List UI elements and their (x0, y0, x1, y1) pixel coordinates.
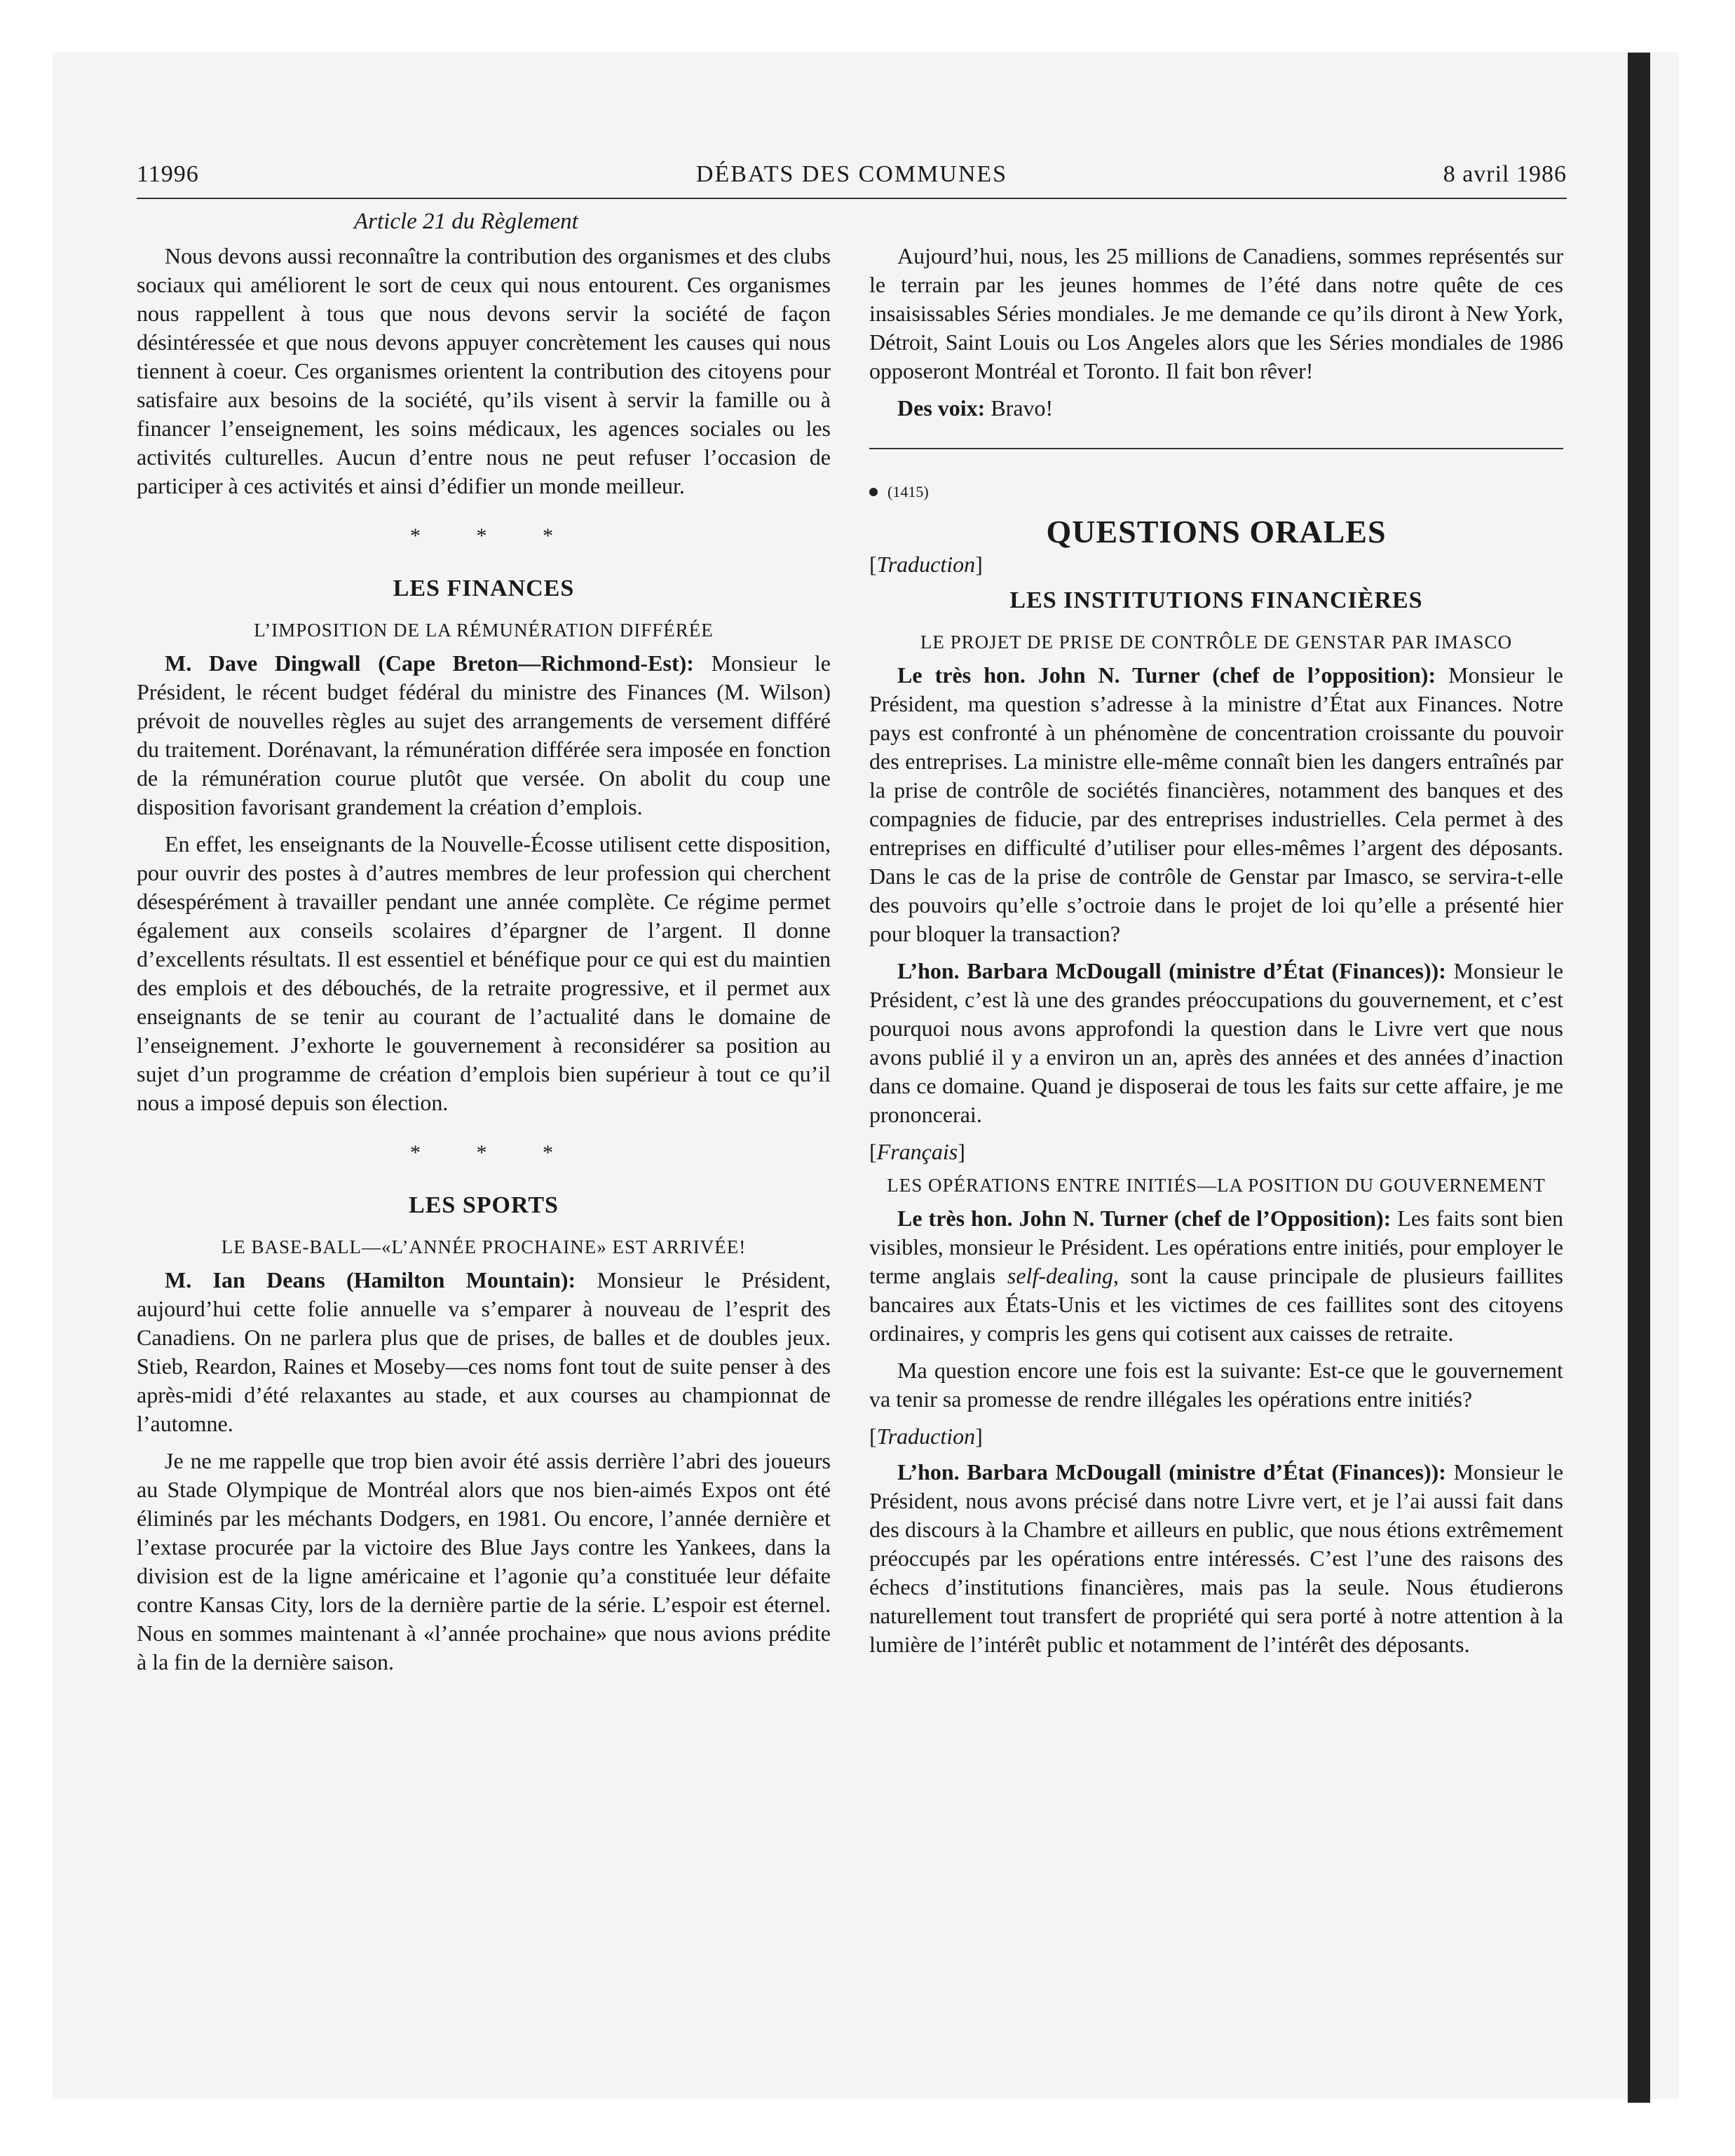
speaker-name: M. Ian Deans (Hamilton Mountain): (165, 1267, 576, 1292)
page-number: 11996 (137, 161, 199, 187)
section-separator: * * * (410, 524, 578, 547)
speech-paragraph (869, 1458, 1563, 1659)
speech-text: Monsieur le Président, aujourd’hui cette folie annuelle va s’emparer à nouveau de l’esprit des Canadiens. On ne parlera plus que de prises, de balles et de doubles jeux. Stieb, Reardon, Raines et Moseby—ces noms font tout de suite penser à des après-midi d’été relaxantes au stade, et aux courses au championnat de l’automne. (137, 1267, 831, 1436)
language-tag: [Français] (869, 1139, 965, 1164)
time-marker (869, 477, 1563, 506)
publication-title: DÉBATS DES COMMUNES (695, 161, 1008, 187)
speaker-name: M. Dave Dingwall (Cape Breton—Richmond-Est): (165, 650, 694, 676)
speech-paragraph (137, 649, 831, 821)
subsection-heading: L’IMPOSITION DE LA RÉMUNÉRATION DIFFÉRÉE (254, 620, 714, 641)
speech-text: Monsieur le Président, c’est là une des grandes préoccupations du gouvernement, et c’est pourquoi nous avons approfondi la question dans le Livre vert que nous avons publié il y a environ un an, après des années et des années d’inaction dans ce domaine. Quand je disposerai de tous les faits sur cette affaire, je me prononcerai. (869, 958, 1564, 1127)
bullet-icon (869, 488, 878, 496)
speech-text: Monsieur le Président, le récent budget fédéral du ministre des Finances (M. Wilson) prévoit de nouvelles règles au sujet des arrangements de versement différé du traitement. Dorénavant, la rémunération différée sera imposée en fonction de la rémunération courue plutôt que versée. On abolit du coup une disposition favorisant grandement la création d’emplois. (137, 650, 831, 819)
section-heading: LES INSTITUTIONS FINANCIÈRES (1009, 587, 1423, 613)
speech-text: Monsieur le Président, ma question s’adresse à la ministre d’État aux Finances. Notre pays est confronté à un phénomène de concentration croissante du pouvoir des entreprises. La ministre elle-même connaît bien les dangers entraînés par la prise de contrôle de sociétés financières, notamment des banques et des compagnies de fiducie, par des entreprises industrielles. Cela permet à des entreprises en difficulté d’utiliser pour elles-mêmes l’argent des déposants. Dans le cas de la prise de contrôle de Genstar par Imasco, se servira-t-elle des pouvoirs qu’elle s’octroie dans le projet de loi qu’elle a présenté hier pour bloquer la transaction? (869, 662, 1563, 946)
hansard-page (137, 161, 1567, 1674)
speaker-name: L’hon. Barbara McDougall (ministre d’État (Finances)): (897, 958, 1446, 983)
speaker-name: Des voix: (897, 395, 986, 421)
running-head (137, 161, 1567, 199)
time-stamp: (1415) (887, 483, 929, 500)
page-date: 8 avril 1986 (1443, 161, 1567, 187)
speech-paragraph (869, 661, 1563, 948)
subsection-heading: LE PROJET DE PRISE DE CONTRÔLE DE GENSTAR PAR IMASCO (920, 632, 1513, 653)
section-heading: LES SPORTS (409, 1192, 559, 1218)
section-heading: LES FINANCES (393, 575, 575, 601)
scan-edge-shadow (1628, 53, 1650, 2103)
speech-paragraph (869, 394, 1563, 423)
speech-paragraph: Le très hon. John N. Turner (chef de l’Opposition): Les faits sont bien visibles, monsieur le Président. Les opérations entre initiés, pour employer le terme anglais self-dealing, sont la cause principale de plusieurs faillites bancaires aux États-Unis et les victimes de ces faillites sont des citoyens ordinaires, y compris les gens qui cotisent aux caisses de retraite. (869, 1206, 1564, 1346)
speaker-name: Le très hon. John N. Turner (chef de l’opposition): (897, 662, 1436, 688)
speaker-name: Le très hon. John N. Turner (chef de l’Opposition): (897, 1206, 1392, 1231)
english-term: self-dealing (1007, 1263, 1113, 1288)
section-separator: * * * (410, 1141, 578, 1164)
subsection-heading: LE BASE-BALL—«L’ANNÉE PROCHAINE» EST ARRIVÉE! (221, 1236, 747, 1257)
speaker-name: L’hon. Barbara McDougall (ministre d’État (Finances)): (897, 1459, 1446, 1485)
speech-paragraph (869, 957, 1563, 1129)
paragraph: En effet, les enseignants de la Nouvelle-Écosse utilisent cette disposition, pour ouvrir des postes à d’autres membres de leur profession qui cherchent désespérément à travailler pendant une année complète. Ce régime permet également aux conseils scolaires d’épargner de l’argent. Il donne d’excellents résultats. Il est essentiel et bénéfique pour ce qui est du maintien des emplois et des débouchés, de la retraite progressive, et il permet aux enseignants de se tenir au courant de l’actualité dans le domaine de l’enseignement. J’exhorte le gouvernement à reconsidérer sa position au sujet d’un programme de création d’emplois bien supérieur à tout ce qu’il nous a imposé depuis son élection. (137, 831, 831, 1115)
horizontal-rule (869, 448, 1563, 449)
speech-paragraph (137, 1266, 831, 1438)
paragraph: Nous devons aussi reconnaître la contribution des organismes et des clubs sociaux qui améliorent le sort de ceux qui nous entourent. Ces organismes nous rappellent à tous que nous devons servir la société de façon désintéressée et que nous devons appuyer concrètement les causes qui nous tiennent à coeur. Ces organismes orientent la contribution des citoyens pour satisfaire aux besoins de la société, qu’ils visent à servir la famille ou à financer l’enseignement, les soins médicaux, les agences sociales ou les activités culturelles. Aucun d’entre nous ne peut refuser l’occasion de participer à ces activités et ainsi d’édifier un monde meilleur. (137, 243, 831, 498)
subsection-heading: LES OPÉRATIONS ENTRE INITIÉS—LA POSITION DU GOUVERNEMENT (887, 1175, 1546, 1196)
left-column (137, 242, 831, 1685)
paragraph: Ma question encore une fois est la suivante: Est-ce que le gouvernement va tenir sa promesse de rendre illégales les opérations entre initiés? (869, 1358, 1563, 1412)
right-column (869, 242, 1563, 1667)
paragraph: Aujourd’hui, nous, les 25 millions de Canadiens, sommes représentés sur le terrain par les jeunes hommes de l’été dans notre quête de ces insaisissables Séries mondiales. Je me demande ce qu’ils diront à New York, Détroit, Saint Louis ou Los Angeles alors que les Séries mondiales de 1986 opposeront Montréal et Toronto. Il fait bon rêver! (869, 243, 1563, 383)
speech-text: Monsieur le Président, nous avons précisé dans notre Livre vert, et je l’ai aussi fait dans des discours à la Chambre et ailleurs en public, que nous étions extrêmement préoccupés par les opérations entre intéressés. C’est l’une des raisons des échecs d’institutions financières, mais pas la seule. Nous étudierons naturellement tout transfert de propriété qui sera porté à notre attention à la lumière de l’intérêt public et notamment de l’intérêt des déposants. (869, 1459, 1564, 1657)
paragraph: Je ne me rappelle que trop bien avoir été assis derrière l’abri des joueurs au Stade Olympique de Montréal alors que nos bien-aimés Expos ont été éliminés par les méchants Dodgers, en 1981. Ou encore, l’année dernière et l’extase procurée par la victoire des Blue Jays contre les Yankees, dans la division est de la ligne américaine et l’agonie qu’a constituée leur défaite contre Kansas City, lors de la dernière partie de la série. L’espoir est éternel. Nous en sommes maintenant à «l’année prochaine» que nous avions prédite à la fin de la dernière saison. (137, 1448, 831, 1674)
article-line: Article 21 du Règlement (354, 209, 578, 234)
language-tag: [Traduction] (869, 552, 983, 577)
language-tag: [Traduction] (869, 1424, 983, 1449)
main-section-heading: QUESTIONS ORALES (1046, 514, 1387, 550)
speech-text: Bravo! (991, 395, 1054, 421)
